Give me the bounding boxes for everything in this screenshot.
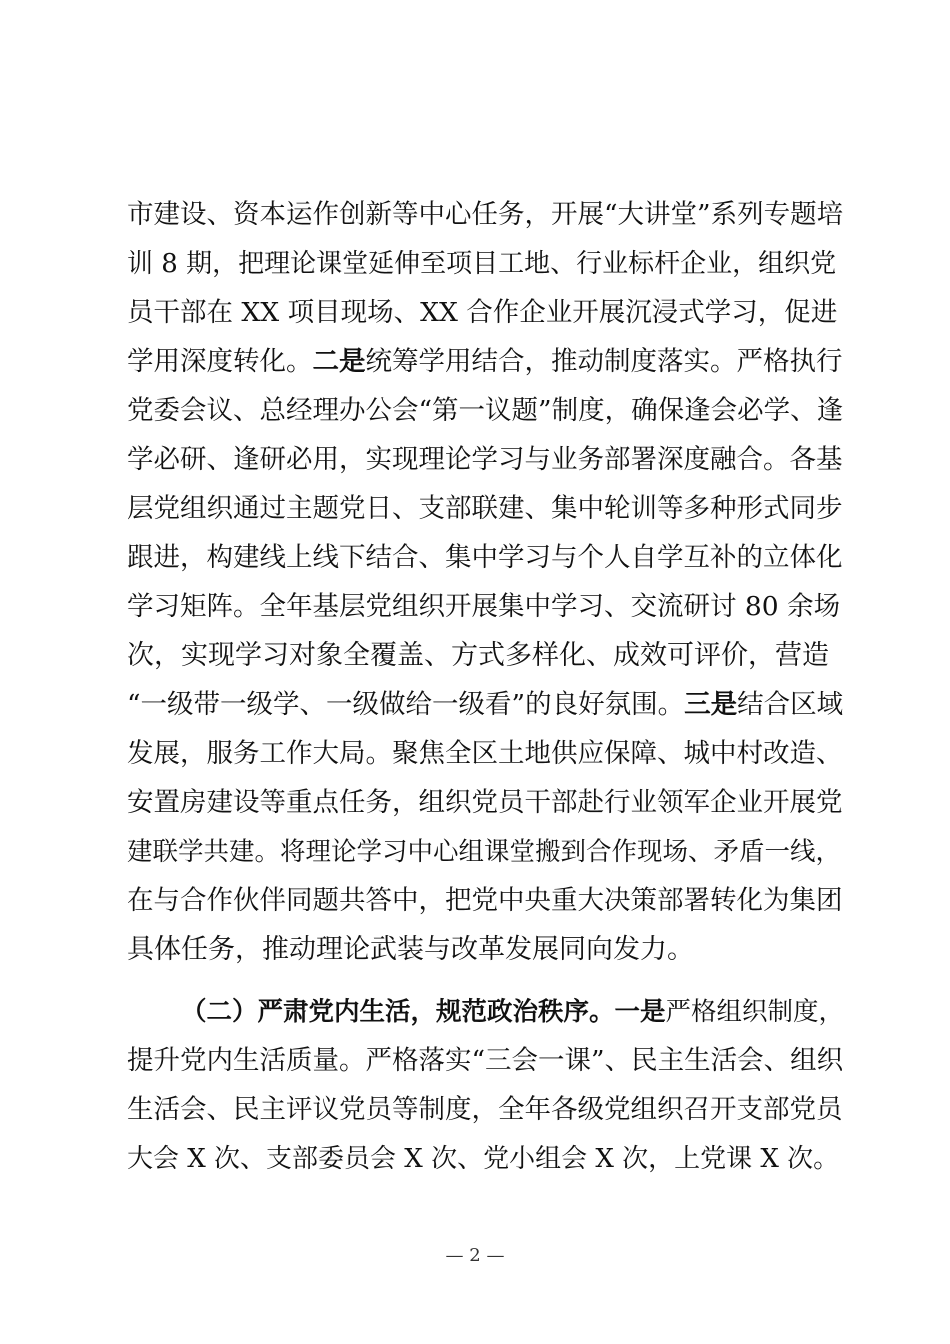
- bold-lead: 三是: [684, 689, 738, 720]
- paragraph-line: [127, 1142, 847, 1176]
- text-run: 大会 X 次、支部委员会 X 次、党小组会 X 次，上党课 X 次。: [127, 1144, 840, 1174]
- text-run: 层党组织通过主题党日、支部联建、集中轮训等多种形式同步: [127, 493, 843, 524]
- paragraph-line: [127, 884, 847, 918]
- paragraph-line: [127, 492, 847, 526]
- paragraph-line: [127, 688, 847, 722]
- section-heading-line: [181, 995, 847, 1029]
- text-run: 次，实现学习对象全覆盖、方式多样化、成效可评价，营造: [127, 640, 829, 671]
- text-run: “一级带一级学、一级做给一级看”的良好氛围。: [127, 689, 685, 720]
- paragraph-line: [127, 443, 847, 477]
- text-run: 建联学共建。将理论学习中心组课堂搬到合作现场、矛盾一线，: [127, 837, 842, 867]
- text-run: 训 8 期，把理论课堂延伸至项目工地、行业标杆企业，组织党: [127, 249, 837, 279]
- text-run: 发展，服务工作大局。聚焦全区土地供应保障、城中村改造、: [127, 738, 843, 769]
- text-run: 生活会、民主评议党员等制度，全年各级党组织召开支部党员: [127, 1094, 843, 1125]
- text-run: 严格组织制度，: [665, 997, 845, 1027]
- text-run: 具体任务，推动理论武装与改革发展同向发力。: [127, 934, 694, 965]
- text-run: 学用深度转化。: [127, 346, 313, 377]
- paragraph-line: [127, 590, 847, 624]
- text-run: 结合区域: [737, 689, 844, 720]
- paragraph-line: [127, 933, 847, 967]
- text-run: 在与合作伙伴同题共答中，把党中央重大决策部署转化为集团: [127, 885, 843, 916]
- text-run: 市建设、资本运作创新等中心任务，开展“大讲堂”系列专题培: [127, 199, 844, 230]
- text-run: 党委会议、总经理办公会“第一议题”制度，确保逢会必学、逢: [127, 395, 844, 426]
- paragraph-line: [127, 835, 847, 869]
- paragraph-line: [127, 345, 847, 379]
- paragraph-line: [127, 737, 847, 771]
- text-run: 提升党内生活质量。严格落实“三会一课”、民主生活会、组织: [127, 1045, 844, 1076]
- text-run: 员干部在 XX 项目现场、XX 合作企业开展沉浸式学习，促进: [127, 297, 838, 328]
- paragraph-line: [127, 786, 847, 820]
- paragraph-line: [127, 296, 847, 330]
- text-run: 统筹学用结合，推动制度落实。严格执行: [365, 346, 843, 377]
- paragraph-line: [127, 198, 847, 232]
- text-run: 学习矩阵。全年基层党组织开展集中学习、交流研讨 80 余场: [127, 591, 841, 622]
- text-run: 跟进，构建线上线下结合、集中学习与个人自学互补的立体化: [127, 542, 843, 573]
- paragraph-line: [127, 1093, 847, 1127]
- page-number: — 2 —: [445, 1245, 505, 1266]
- text-run: 安置房建设等重点任务，组织党员干部赴行业领军企业开展党: [127, 787, 843, 818]
- text-run: 学必研、逢研必用，实现理论学习与业务部署深度融合。各基: [127, 444, 843, 475]
- paragraph-line: [127, 247, 847, 281]
- section-heading: （二）严肃党内生活，规范政治秩序。一是: [181, 997, 666, 1027]
- paragraph-line: [127, 1044, 847, 1078]
- paragraph-line: [127, 394, 847, 428]
- paragraph-line: [127, 541, 847, 575]
- bold-lead: 二是: [312, 346, 366, 377]
- paragraph-line: [127, 639, 847, 673]
